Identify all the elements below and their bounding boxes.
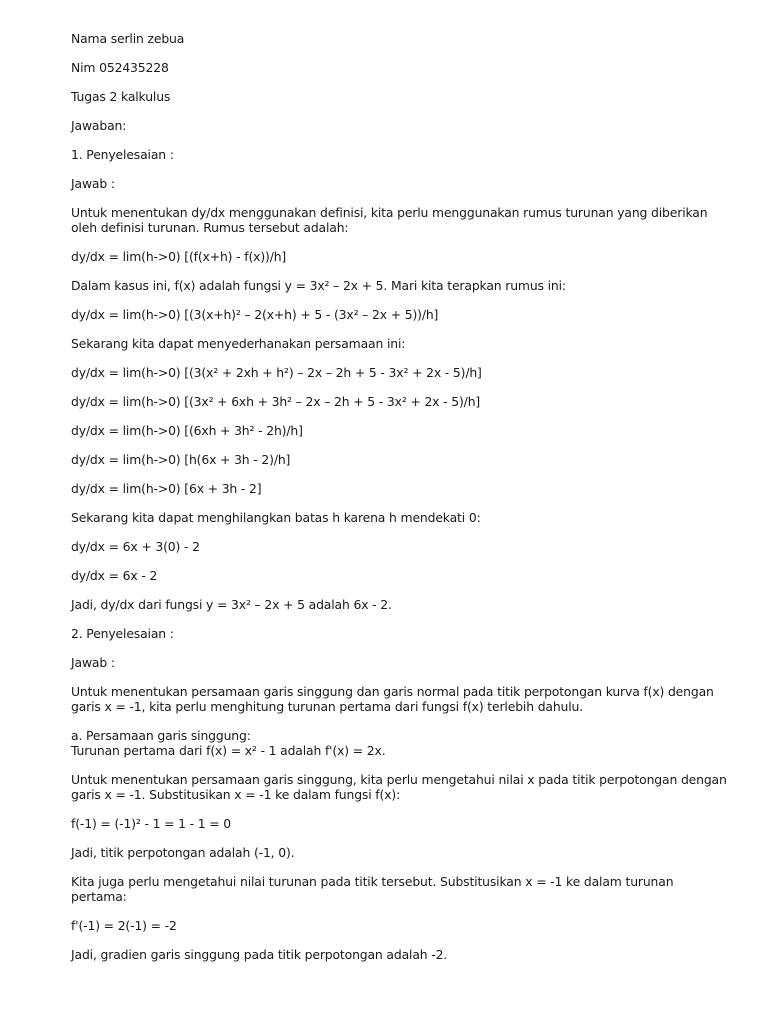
- section1-step4: dy/dx = lim(h->0) [h(6x + 3h - 2)/h]: [71, 452, 291, 467]
- section2-part-a-derivative: Turunan pertama dari f(x) = x² - 1 adalah f'(x) = 2x.: [71, 743, 386, 758]
- section1-jawab: Jawab :: [71, 176, 115, 191]
- section1-step1: dy/dx = lim(h->0) [(3(x² + 2xh + h²) – 2x – 2h + 5 - 3x² + 2x - 5)/h]: [71, 365, 482, 380]
- section1-simplify-text: Sekarang kita dapat menyederhanakan persamaan ini:: [71, 336, 406, 351]
- section1-formula: dy/dx = lim(h->0) [(f(x+h) - f(x))/h]: [71, 249, 287, 264]
- section2-x-value-text: Untuk menentukan persamaan garis singgung, kita perlu mengetahui nilai x pada titik perpotongan dengan garis x = -1. Substitusikan x = -1 ke dalam fungsi f(x):: [71, 772, 731, 802]
- section2-gradient-text: Jadi, gradien garis singgung pada titik perpotongan adalah -2.: [71, 947, 448, 962]
- section2-f-eval: f(-1) = (-1)² - 1 = 1 - 1 = 0: [71, 816, 232, 831]
- document-body: [71, 31, 731, 962]
- section1-step5: dy/dx = lim(h->0) [6x + 3h - 2]: [71, 481, 262, 496]
- student-nim: Nim 052435228: [71, 60, 169, 75]
- section1-intro: Untuk menentukan dy/dx menggunakan definisi, kita perlu menggunakan rumus turunan yang diberikan oleh definisi turunan. Rumus tersebut adalah:: [71, 205, 712, 235]
- section2-jawab: Jawab :: [71, 655, 115, 670]
- section1-heading: 1. Penyelesaian :: [71, 147, 174, 162]
- section1-conclusion: Jadi, dy/dx dari fungsi y = 3x² – 2x + 5 adalah 6x - 2.: [71, 597, 392, 612]
- assignment-title: Tugas 2 kalkulus: [71, 89, 171, 104]
- section1-case-text: Dalam kasus ini, f(x) adalah fungsi y = 3x² – 2x + 5. Mari kita terapkan rumus ini:: [71, 278, 566, 293]
- section1-remove-text: Sekarang kita dapat menghilangkan batas h karena h mendekati 0:: [71, 510, 481, 525]
- section1-step2: dy/dx = lim(h->0) [(3x² + 6xh + 3h² – 2x – 2h + 5 - 3x² + 2x - 5)/h]: [71, 394, 481, 409]
- section2-derivative-text: Kita juga perlu mengetahui nilai turunan pada titik tersebut. Substitusikan x = -1 ke dalam turunan pertama:: [71, 874, 678, 904]
- section1-apply: dy/dx = lim(h->0) [(3(x+h)² – 2(x+h) + 5 - (3x² – 2x + 5))/h]: [71, 307, 439, 322]
- student-name: Nama serlin zebua: [71, 31, 185, 46]
- section1-step3: dy/dx = lim(h->0) [(6xh + 3h² - 2h)/h]: [71, 423, 303, 438]
- section1-step7: dy/dx = 6x - 2: [71, 568, 158, 583]
- section2-point-text: Jadi, titik perpotongan adalah (-1, 0).: [71, 845, 295, 860]
- section2-heading: 2. Penyelesaian :: [71, 626, 174, 641]
- section2-fprime-eval: f'(-1) = 2(-1) = -2: [71, 918, 177, 933]
- section2-intro: Untuk menentukan persamaan garis singgung dan garis normal pada titik perpotongan kurva f(x) dengan garis x = -1, kita perlu menghitung turunan pertama dari fungsi f(x) terlebih dahulu.: [71, 684, 718, 714]
- answer-label: Jawaban:: [71, 118, 127, 133]
- section1-step6: dy/dx = 6x + 3(0) - 2: [71, 539, 200, 554]
- section2-part-a-title: a. Persamaan garis singgung:: [71, 728, 251, 743]
